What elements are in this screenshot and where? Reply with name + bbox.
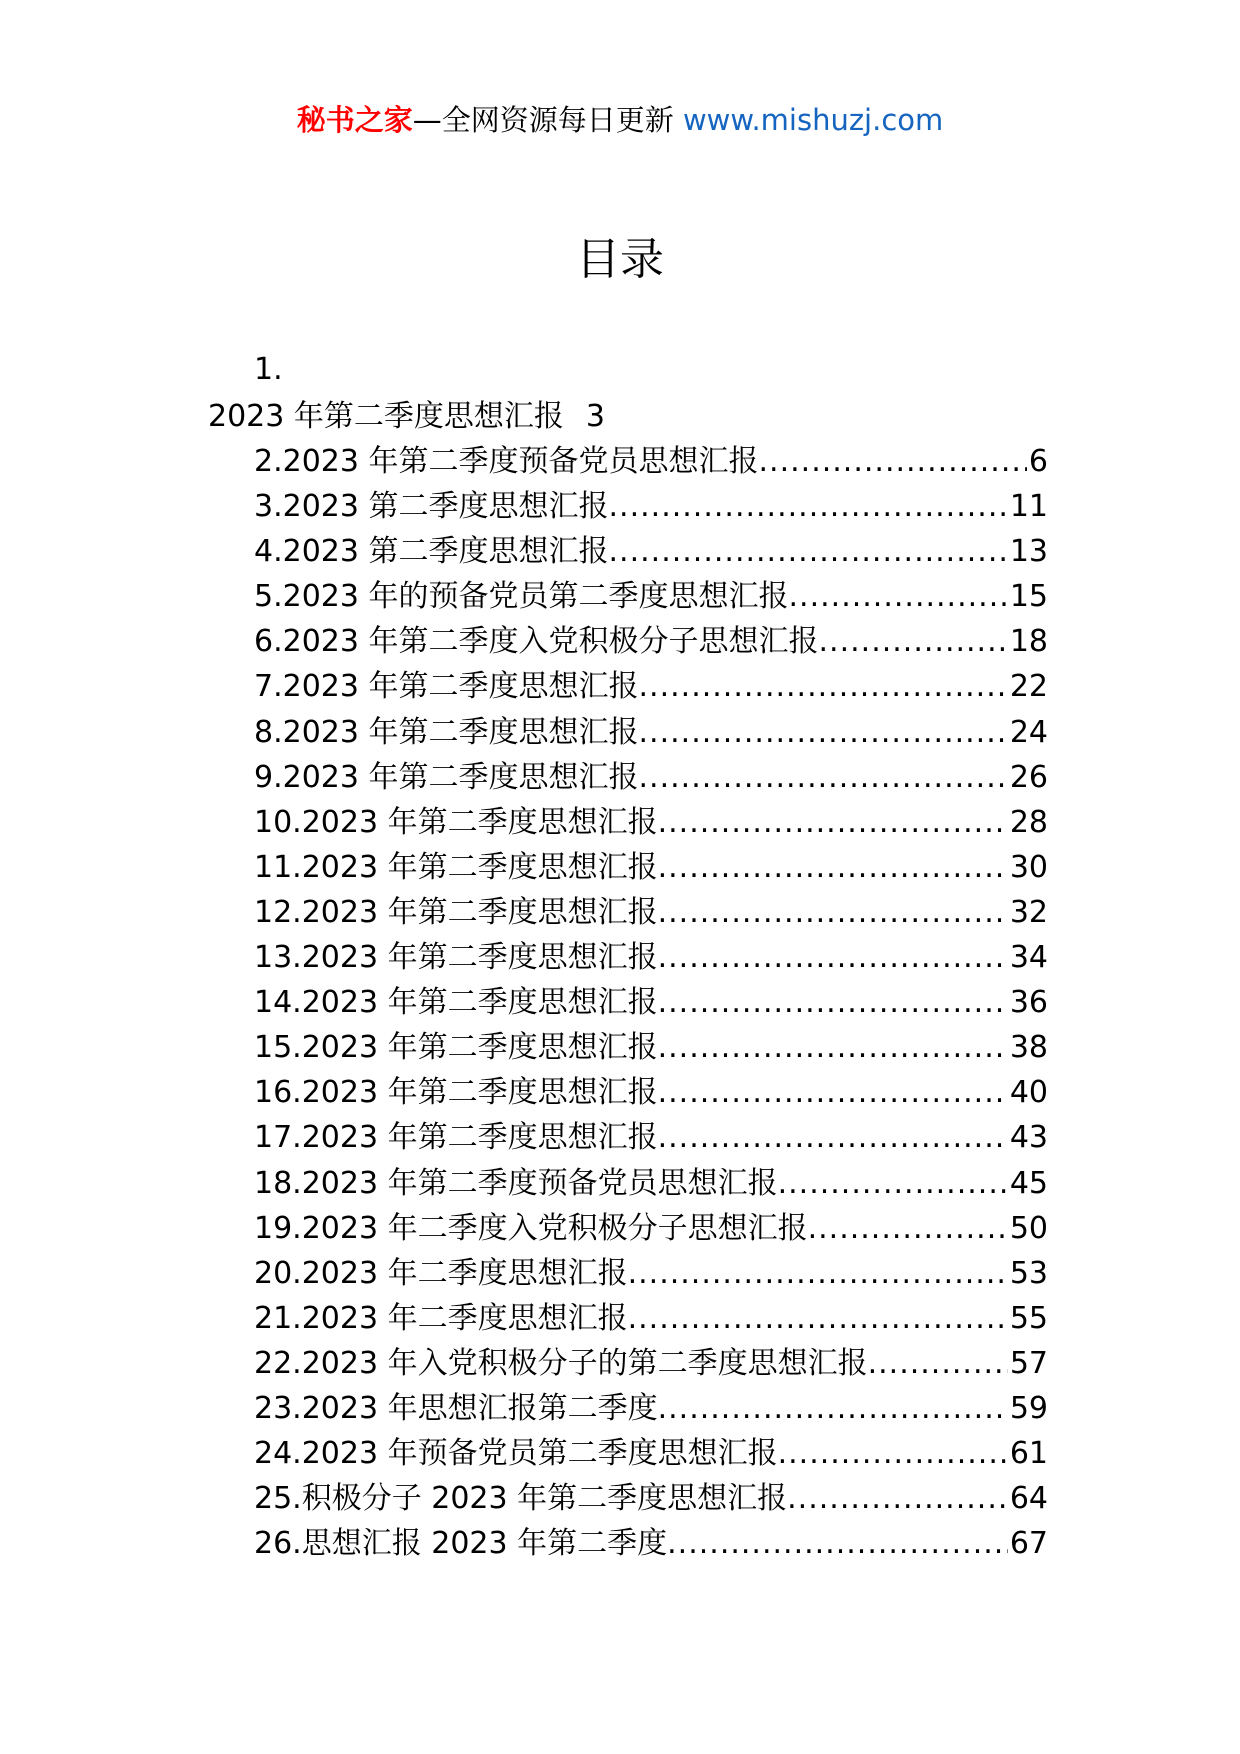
toc-entry-text: 15.2023 年第二季度思想汇报 <box>254 1030 658 1066</box>
toc-entry[interactable] <box>254 1027 1048 1072</box>
toc-entry-text: 11.2023 年第二季度思想汇报 <box>254 849 658 885</box>
toc-entry[interactable] <box>254 937 1048 982</box>
toc-entry[interactable] <box>254 1343 1048 1388</box>
toc-entry-page: 38 <box>1009 1030 1048 1066</box>
toc-entry-text: 14.2023 年第二季度思想汇报 <box>254 985 658 1021</box>
toc-dot-leader <box>609 531 1008 573</box>
toc-dot-leader <box>658 937 1008 979</box>
toc-entry-page: 13 <box>1009 534 1048 570</box>
toc-entry-text: 8.2023 年第二季度思想汇报 <box>254 714 639 750</box>
toc-dot-leader <box>658 1072 1008 1114</box>
toc-entry-text: 10.2023 年第二季度思想汇报 <box>254 804 658 840</box>
site-header <box>0 100 1240 140</box>
toc-entry-text: 25.积极分子 2023 年第二季度思想汇报 <box>254 1481 788 1517</box>
toc-dot-leader <box>759 441 1027 483</box>
toc-entry[interactable] <box>254 1433 1048 1478</box>
toc-entry-page: 32 <box>1009 894 1048 930</box>
toc-dot-leader <box>658 1117 1008 1159</box>
toc-entry[interactable] <box>254 982 1048 1027</box>
toc-dot-leader <box>658 892 1008 934</box>
toc-entry-page: 24 <box>1009 714 1048 750</box>
toc-dot-leader <box>658 1027 1008 1069</box>
toc-entry[interactable] <box>254 621 1048 666</box>
toc-entry-page: 43 <box>1009 1120 1048 1156</box>
toc-dot-leader <box>778 1163 1008 1205</box>
toc-entry-text: 17.2023 年第二季度思想汇报 <box>254 1120 658 1156</box>
toc-entry[interactable] <box>254 576 1048 621</box>
toc-entry-text: 3.2023 第二季度思想汇报 <box>254 489 609 525</box>
toc-dot-leader <box>658 847 1008 889</box>
toc-entry[interactable] <box>254 1072 1048 1117</box>
toc-entry-first[interactable] <box>208 396 605 438</box>
toc-entry-page: 61 <box>1009 1436 1048 1472</box>
toc-entry-text: 23.2023 年思想汇报第二季度 <box>254 1390 658 1426</box>
toc-dot-leader <box>808 1208 1008 1250</box>
brand-tagline: —全网资源每日更新 <box>412 103 674 137</box>
toc-entry-text: 13.2023 年第二季度思想汇报 <box>254 940 658 976</box>
toc-entry[interactable] <box>254 847 1048 892</box>
toc-entry-page: 3 <box>585 399 605 434</box>
toc-entry-page: 30 <box>1009 849 1048 885</box>
toc-entry-text: 20.2023 年二季度思想汇报 <box>254 1255 628 1291</box>
toc-entry[interactable] <box>254 1117 1048 1162</box>
toc-entry-page: 55 <box>1009 1300 1048 1336</box>
toc-entry-text: 2.2023 年第二季度预备党员思想汇报 <box>254 444 759 479</box>
toc-entry-page: 45 <box>1009 1165 1048 1201</box>
toc-entry-page: 57 <box>1009 1345 1048 1381</box>
toc-entry-page: 34 <box>1009 940 1048 976</box>
toc-entry-page: 64 <box>1009 1481 1048 1517</box>
toc-dot-leader <box>658 1388 1008 1430</box>
toc-entry-page: 50 <box>1009 1210 1048 1246</box>
toc-dot-leader <box>667 1523 1008 1565</box>
toc-entry[interactable] <box>254 486 1048 531</box>
page-title: 目录 <box>576 234 664 285</box>
toc-entry[interactable] <box>254 1298 1048 1343</box>
toc-entry[interactable] <box>254 712 1048 757</box>
toc-dot-leader <box>609 486 1008 528</box>
toc-dot-leader <box>868 1343 1008 1385</box>
toc-entry-text: 22.2023 年入党积极分子的第二季度思想汇报 <box>254 1345 868 1381</box>
site-url-link[interactable]: www.mishuzj.com <box>682 103 944 137</box>
toc-dot-leader <box>628 1298 1008 1340</box>
toc-dot-leader <box>628 1253 1008 1295</box>
toc-entry-page: 22 <box>1009 669 1048 705</box>
toc-entry[interactable] <box>254 757 1048 802</box>
toc-entry-text: 16.2023 年第二季度思想汇报 <box>254 1075 658 1111</box>
toc-entry[interactable] <box>254 1163 1048 1208</box>
toc-entry-page: 36 <box>1009 985 1048 1021</box>
toc-entry[interactable] <box>254 1208 1048 1253</box>
toc-entry-text: 26.思想汇报 2023 年第二季度 <box>254 1526 668 1562</box>
toc-entry-text: 2023 年第二季度思想汇报 <box>208 399 564 434</box>
toc-entry-text: 5.2023 年的预备党员第二季度思想汇报 <box>254 579 789 615</box>
toc-entry-text: 9.2023 年第二季度思想汇报 <box>254 759 639 795</box>
brand-name: 秘书之家 <box>296 103 413 137</box>
toc-entry-text: 7.2023 年第二季度思想汇报 <box>254 669 639 705</box>
toc-dot-leader <box>658 802 1008 844</box>
toc-entry-page: 67 <box>1009 1526 1048 1562</box>
toc-entry-text: 24.2023 年预备党员第二季度思想汇报 <box>254 1436 778 1472</box>
toc-dot-leader <box>639 712 1008 754</box>
toc-entry[interactable] <box>254 1478 1048 1523</box>
toc-dot-leader <box>658 982 1008 1024</box>
toc-entry[interactable] <box>254 802 1048 847</box>
toc-entry-page: 6 <box>1028 444 1048 479</box>
toc-dot-leader <box>789 576 1008 618</box>
toc-entry[interactable] <box>254 1523 1048 1568</box>
toc-entry[interactable] <box>254 1253 1048 1298</box>
toc-entry[interactable] <box>254 1388 1048 1433</box>
toc-entry-page: 11 <box>1009 489 1048 525</box>
toc-entry-list <box>254 441 1048 1568</box>
toc-entry-page: 15 <box>1009 579 1048 615</box>
toc-entry-text: 18.2023 年第二季度预备党员思想汇报 <box>254 1165 778 1201</box>
toc-entry-page: 28 <box>1009 804 1048 840</box>
toc-entry-page: 18 <box>1009 624 1048 660</box>
toc-entry-text: 4.2023 第二季度思想汇报 <box>254 534 609 570</box>
toc-entry-text: 21.2023 年二季度思想汇报 <box>254 1300 628 1336</box>
toc-entry[interactable] <box>254 531 1048 576</box>
toc-dot-leader <box>819 621 1008 663</box>
toc-dot-leader <box>778 1433 1008 1475</box>
toc-entry-page: 53 <box>1009 1255 1048 1291</box>
toc-entry-page: 40 <box>1009 1075 1048 1111</box>
toc-dot-leader <box>639 757 1008 799</box>
toc-dot-leader <box>639 666 1008 708</box>
toc-entry-text: 12.2023 年第二季度思想汇报 <box>254 894 658 930</box>
toc-entry-page: 26 <box>1009 759 1048 795</box>
toc-entry[interactable] <box>254 441 1048 486</box>
toc-dot-leader <box>787 1478 1008 1520</box>
toc-entry[interactable] <box>254 666 1048 711</box>
toc-first-number: 1. <box>254 352 283 387</box>
toc-entry-text: 6.2023 年第二季度入党积极分子思想汇报 <box>254 624 819 660</box>
toc-entry-text: 19.2023 年二季度入党积极分子思想汇报 <box>254 1210 808 1246</box>
toc-entry[interactable] <box>254 892 1048 937</box>
toc-entry-page: 59 <box>1009 1390 1048 1426</box>
